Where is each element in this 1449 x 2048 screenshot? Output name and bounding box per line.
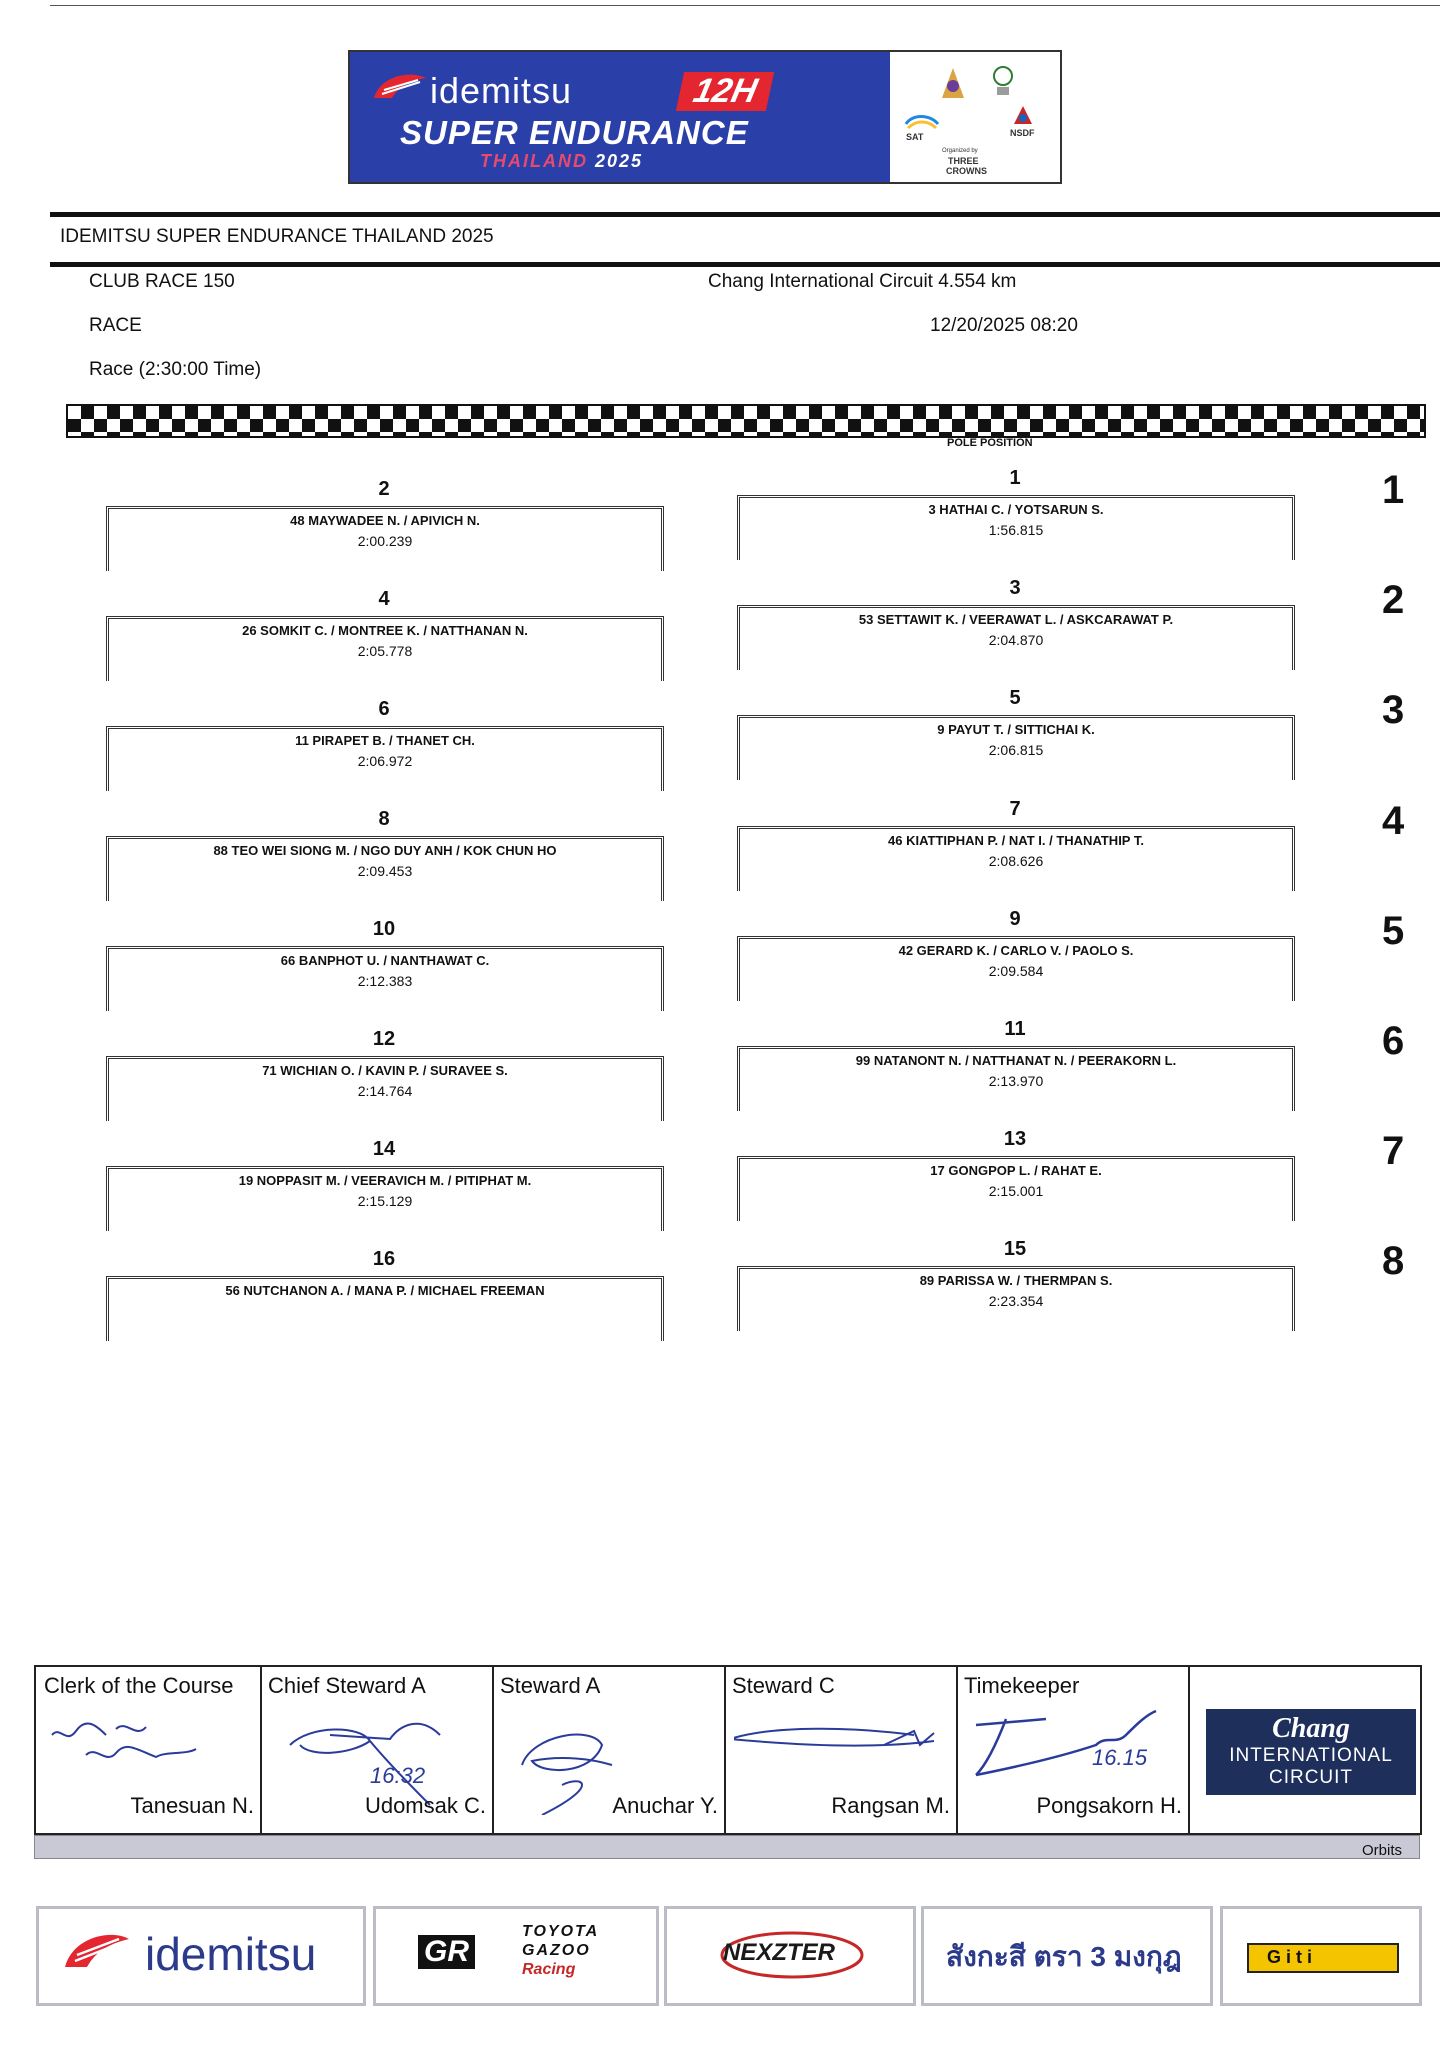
giti-text: Giti [1267,1947,1317,1967]
grid-position: 12 [372,1028,396,1050]
grid-position: 1 [1009,467,1021,489]
signature-cell-clerk [36,1667,262,1833]
driver-names: 66 BANPHOT U. / NANTHAWAT C. [280,953,490,968]
signature-time-note: 16:32 [370,1763,426,1788]
nsdf-logo-icon [1010,104,1036,130]
grid-slot [737,467,1293,541]
organized-by-label: Organized by [942,148,978,154]
official-name: Tanesuan N. [130,1793,254,1818]
race-format: Race (2:30:00 Time) [89,359,262,380]
grid-row-number: 3 [1382,688,1405,732]
grid-row-number: 5 [1382,909,1405,953]
official-role: Chief Steward A [268,1673,426,1698]
grid-box [106,616,664,681]
grid-position: 4 [378,588,390,610]
driver-names: 71 WICHIAN O. / KAVIN P. / SURAVEE S. [262,1063,508,1078]
grid-slot [737,1128,1293,1202]
grid-row-number: 8 [1382,1239,1405,1283]
grid-box [737,605,1295,670]
grid-position: 9 [1009,908,1021,930]
grid-position: 13 [1003,1128,1027,1150]
event-title: IDEMITSU SUPER ENDURANCE THAILAND 2025 [60,226,494,247]
grid-box [737,1266,1295,1331]
grid-slot [106,1028,662,1102]
grid-slot [106,1138,662,1212]
sat-label: SAT [906,132,924,142]
lap-time: 2:23.354 [988,1293,1044,1309]
orbits-label: Orbits [1362,1842,1403,1859]
grid-box [737,936,1295,1001]
grid-slot [106,1248,662,1322]
driver-names: 42 GERARD K. / CARLO V. / PAOLO S. [898,943,1134,958]
banner-main [350,52,890,182]
grid-slot [106,918,662,992]
session-datetime: 12/20/2025 08:20 [930,315,1078,336]
lap-time: 2:09.453 [357,863,413,879]
grid-box [106,726,664,791]
grid-row-number: 1 [1382,468,1405,512]
checkered-flag-bar [66,404,1426,438]
three-label: THREE [948,156,979,166]
signature-cell-steward-c [724,1667,958,1833]
idemitsu-flame-icon [370,68,430,108]
circuit-info: Chang International Circuit 4.554 km [708,271,1017,292]
sponsor-idemitsu [36,1906,366,2006]
official-name: Rangsan M. [831,1793,950,1818]
grid-box [737,715,1295,780]
lap-time: 2:13.970 [988,1073,1044,1089]
organizer-logos [892,52,1060,182]
grid-position: 3 [1009,577,1021,599]
grid-position: 10 [372,918,396,940]
grid-position: 15 [1003,1238,1027,1260]
banner-12h-badge: 12H [676,72,775,111]
official-role: Steward C [732,1673,835,1698]
lap-time: 2:09.584 [988,963,1044,979]
grid-row-number: 4 [1382,799,1405,843]
sat-logo-icon [904,114,940,134]
grid-position: 14 [372,1138,396,1160]
royal-emblem-icon [938,64,968,100]
banner-title: SUPER ENDURANCE [400,114,749,151]
grid-slot [106,808,662,882]
driver-names: 11 PIRAPET B. / THANET CH. [295,733,475,748]
race-class: CLUB RACE 150 [89,271,235,292]
signature-mark [734,1705,954,1775]
three-crowns-text: สังกะสี ตรา 3 มงกุฎ [946,1941,1182,1972]
crest-icon [988,62,1018,98]
grid-box [737,1156,1295,1221]
grid-position: 8 [378,808,390,830]
driver-names: 56 NUTCHANON A. / MANA P. / MICHAEL FREEMAN [225,1283,545,1298]
grid-row-number: 2 [1382,578,1405,622]
driver-names: 17 GONGPOP L. / RAHAT E. [930,1163,1102,1178]
gazoo-text: GAZOO [522,1942,591,1959]
grid-box [106,506,664,571]
officials-signature-table [34,1665,1422,1835]
lap-time: 1:56.815 [988,522,1044,538]
grid-box [106,836,664,901]
lap-time: 2:14.764 [357,1083,413,1099]
grid-row-number: 6 [1382,1019,1405,1063]
crowns-label: CROWNS [946,166,987,176]
sponsor-idemitsu-text: idemitsu [145,1928,317,1980]
sponsor-nexzter [664,1906,916,2006]
official-name: Anuchar Y. [612,1793,718,1818]
grid-position: 6 [378,698,390,720]
driver-names: 89 PARISSA W. / THERMPAN S. [919,1273,1113,1288]
driver-names: 19 NOPPASIT M. / VEERAVICH M. / PITIPHAT M. [238,1173,532,1188]
grid-slot [737,577,1293,651]
banner-country: THAILAND [480,151,588,171]
grid-slot [106,478,662,552]
official-role: Clerk of the Course [44,1673,234,1698]
circuit-logo-line3: CIRCUIT [1268,1767,1354,1788]
pole-position-label: POLE POSITION [947,437,1033,449]
signature-mark [966,1705,1186,1785]
official-name: Udomsak C. [364,1793,486,1818]
driver-names: 26 SOMKIT C. / MONTREE K. / NATTHANAN N. [242,623,528,638]
grid-slot [106,698,662,772]
sponsor-giti [1220,1906,1422,2006]
grid-position: 7 [1009,798,1021,820]
grid-box [737,495,1295,560]
grid-box [106,1166,664,1231]
driver-names: 53 SETTAWIT K. / VEERAWAT L. / ASKCARAWAT P. [858,612,1174,627]
driver-names: 46 KIATTIPHAN P. / NAT I. / THANATHIP T. [888,833,1144,848]
official-role: Steward A [500,1673,601,1698]
sponsor-three-crowns [921,1906,1213,2006]
lap-time: 2:08.626 [988,853,1044,869]
header-rule-top [50,212,1440,217]
grid-box [737,1046,1295,1111]
session-name: RACE [89,315,142,336]
lap-time: 2:05.778 [357,643,413,659]
gr-logo: GR [418,1935,475,1969]
official-role: Timekeeper [964,1673,1080,1698]
circuit-logo-line1: Chang [1272,1713,1350,1744]
chang-circuit-logo [1206,1709,1416,1795]
lap-time: 2:00.239 [357,533,413,549]
lap-time: 2:06.815 [988,742,1044,758]
grid-box [106,1056,664,1121]
grid-position: 5 [1009,687,1021,709]
official-name: Pongsakorn H. [1036,1793,1182,1818]
signature-cell-chief-steward [260,1667,494,1833]
signature-cell-steward-a [492,1667,726,1833]
driver-names: 88 TEO WEI SIONG M. / NGO DUY ANH / KOK CHUN HO [213,843,557,858]
grid-position: 2 [378,478,390,500]
driver-names: 48 MAYWADEE N. / APIVICH N. [290,513,480,528]
nsdf-label: NSDF [1010,128,1035,138]
sponsor-toyota-gazoo [373,1906,659,2006]
header-rule-bottom [50,262,1440,267]
grid-slot [106,588,662,662]
grid-slot [737,1018,1293,1092]
grid-box [106,1276,664,1341]
lap-time: 2:12.383 [357,973,413,989]
banner-subtitle [480,151,643,172]
grid-row-number: 7 [1382,1129,1405,1173]
grid-position: 16 [372,1248,396,1270]
signature-cell-timekeeper [956,1667,1190,1833]
banner-brand: idemitsu [430,70,573,111]
driver-names: 9 PAYUT T. / SITTICHAI K. [937,722,1095,737]
banner-year: 2025 [595,151,644,171]
top-rule [50,5,1440,6]
lap-time: 2:04.870 [988,632,1044,648]
signature-mark [46,1705,246,1775]
grid-box [737,826,1295,891]
footer-bar [34,1835,1420,1859]
event-banner [348,50,1062,184]
grid-box [106,946,664,1011]
driver-names: 3 HATHAI C. / YOTSARUN S. [928,502,1104,517]
driver-names: 99 NATANONT N. / NATTHANAT N. / PEERAKORN L. [855,1053,1177,1068]
lap-time: 2:15.001 [988,1183,1044,1199]
idemitsu-flame-icon [61,1927,131,1977]
circuit-logo-line2: INTERNATIONAL [1229,1745,1393,1766]
grid-position: 11 [1004,1018,1026,1040]
giti-badge [1247,1943,1399,1973]
lap-time: 2:15.129 [357,1193,413,1209]
grid-slot [737,1238,1293,1312]
grid-slot [737,908,1293,982]
nexzter-text: NEXZTER [723,1939,836,1966]
lap-time: 2:06.972 [357,753,413,769]
grid-slot [737,798,1293,872]
signature-time-note: 16.15 [1092,1745,1148,1770]
racing-text: Racing [522,1961,576,1978]
toyota-text: TOYOTA [522,1923,600,1940]
grid-slot [737,687,1293,761]
